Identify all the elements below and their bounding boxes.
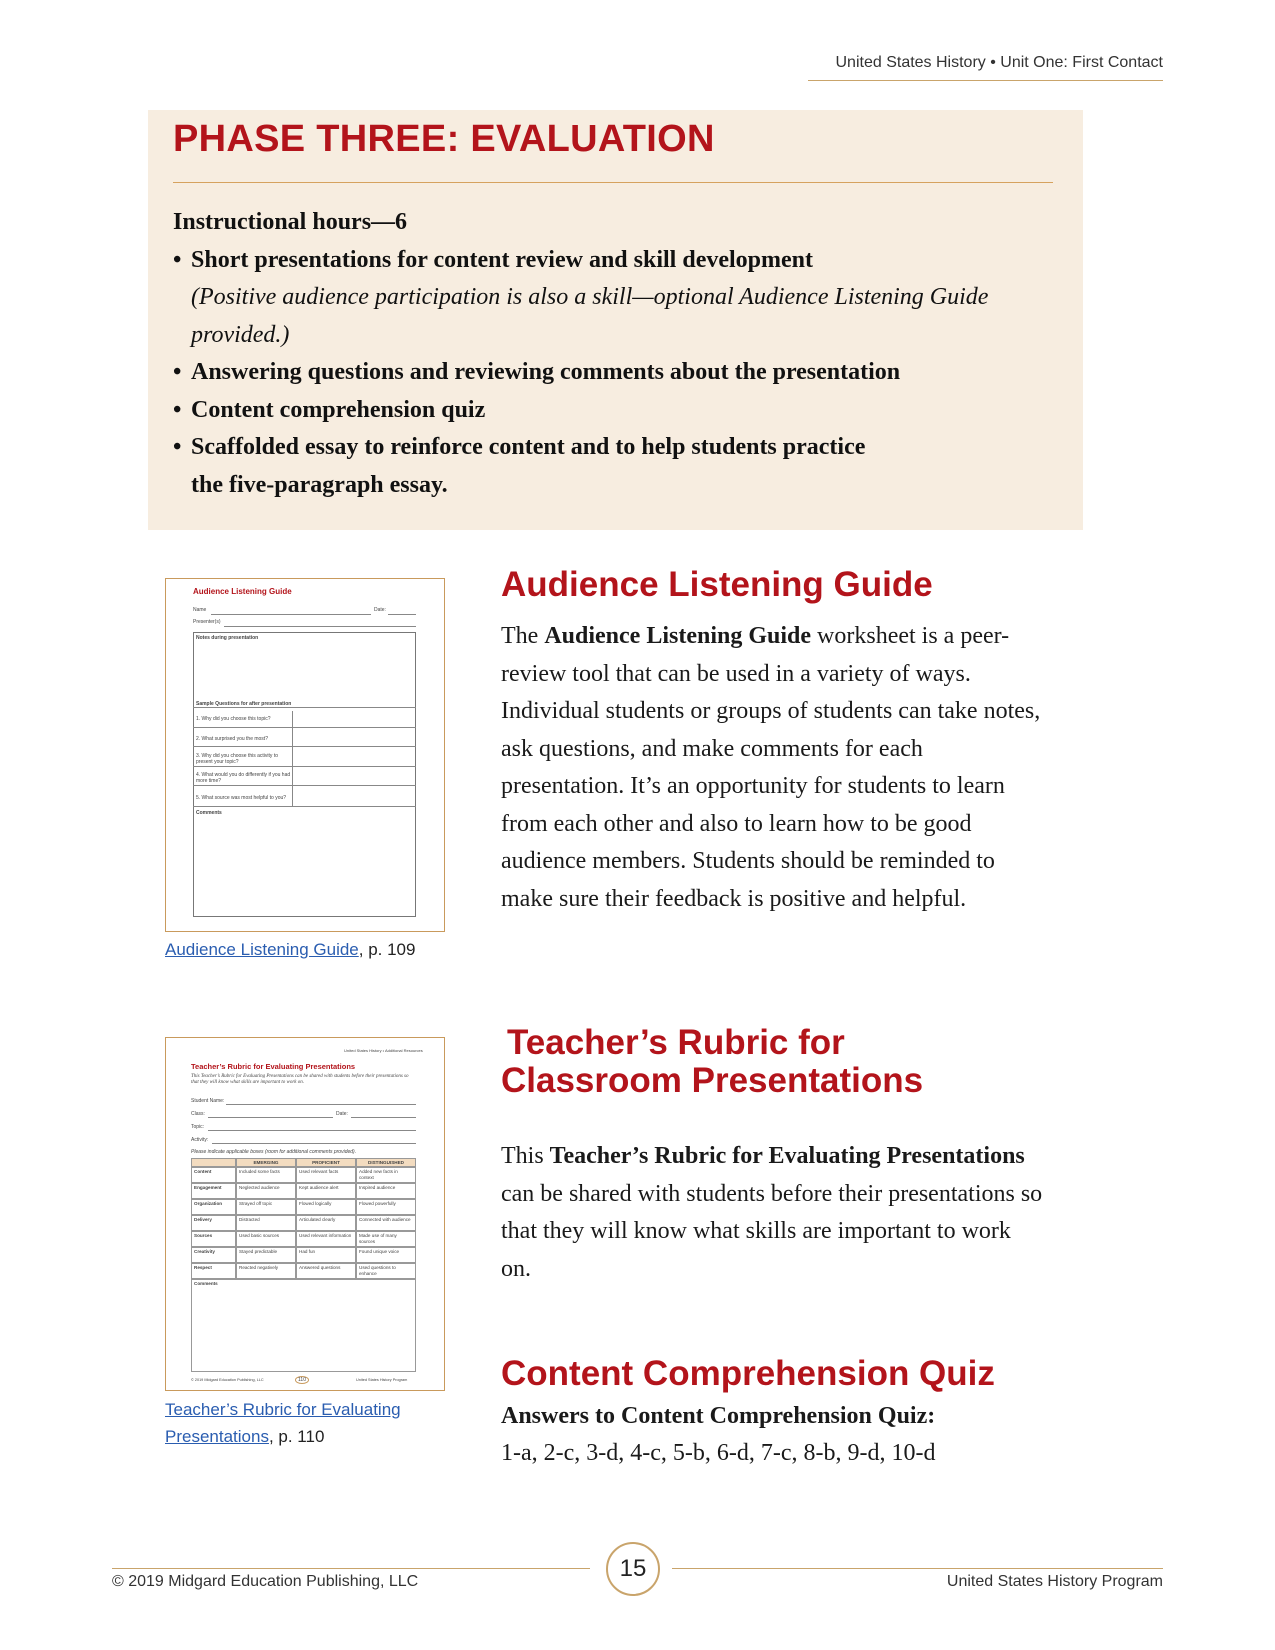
paragraph-bold: Teacher’s Rubric for Evaluating Presentations — [549, 1143, 1025, 1169]
thumb-line — [193, 806, 416, 807]
listening-guide-caption — [165, 940, 415, 960]
footer-rule-left — [112, 1568, 590, 1569]
thumb-line — [212, 1143, 416, 1144]
rubric-paragraph — [501, 1138, 1046, 1288]
paragraph-rest: can be shared with students before their presentations so that they will know what skills are important to work on. — [501, 1180, 1043, 1282]
rubric-cell: Found unique voice — [356, 1247, 416, 1263]
thumb-question: 4. What would you do differently if you had more time? — [196, 772, 291, 784]
rubric-thumbnail[interactable] — [165, 1037, 445, 1391]
phase-bullet-list — [173, 242, 1053, 505]
rubric-cell: Used questions to enhance — [356, 1263, 416, 1279]
phase-bullet-text: Short presentations for content review and skill development — [191, 246, 813, 273]
rubric-cell: Flowed powerfully — [356, 1199, 416, 1215]
thumb-line — [224, 626, 416, 627]
rubric-cell: Inspired audience — [356, 1183, 416, 1199]
rubric-cell: Added new facts in context — [356, 1167, 416, 1183]
thumb-sample-label: Sample Questions for after presentation — [196, 701, 292, 707]
thumb-date-label: Date: — [374, 607, 386, 613]
thumb-line — [226, 1104, 416, 1105]
thumb-foot-right: United States History Program — [356, 1378, 408, 1382]
listening-guide-thumbnail[interactable] — [165, 578, 445, 932]
thumb-line — [193, 727, 416, 728]
rubric-table — [191, 1158, 416, 1378]
rubric-row-label: Respect — [191, 1263, 236, 1279]
rubric-cell: Flowed logically — [296, 1199, 356, 1215]
listening-guide-link[interactable]: Audience Listening Guide — [165, 940, 359, 959]
footer-rule-right — [672, 1568, 1163, 1569]
thumb-presenters-label: Presenter(s) — [193, 619, 221, 625]
rubric-cell: Had fun — [296, 1247, 356, 1263]
rubric-heading — [501, 1024, 923, 1100]
rubric-cell: Used relevant information — [296, 1231, 356, 1247]
thumb-class-label: Class: — [191, 1111, 205, 1117]
thumb-foot-left: © 2019 Midgard Education Publishing, LLC — [191, 1378, 264, 1382]
thumb-comments-label: Comments — [196, 810, 222, 816]
rubric-cell: Connected with audience — [356, 1215, 416, 1231]
rubric-column-header: EMERGING — [236, 1158, 296, 1167]
thumb-line — [193, 707, 416, 708]
rubric-row-label: Creativity — [191, 1247, 236, 1263]
footer-copyright: © 2019 Midgard Education Publishing, LLC — [112, 1573, 419, 1590]
rubric-cell: Answered questions — [296, 1263, 356, 1279]
thumb-question: 3. Why did you choose this activity to present your topic? — [196, 753, 278, 765]
thumb-name-label: Name — [193, 607, 207, 613]
rubric-caption — [165, 1396, 445, 1450]
thumb-student-label: Student Name: — [191, 1098, 225, 1104]
rubric-row-label: Engagement — [191, 1183, 236, 1199]
phase-divider — [173, 182, 1053, 183]
rubric-cell: Distracted — [236, 1215, 296, 1231]
thumb-line — [208, 1130, 416, 1131]
rubric-row-label: Content — [191, 1167, 236, 1183]
rubric-header-cell — [191, 1158, 236, 1167]
paragraph-rest: worksheet is a peer-review tool that can be used in a variety of ways. Individual students or groups of students can take notes, ask questions, and make comments for each presentation. It’s an opportunity for students to learn from each other and also to learn how to be good audience members. Students should be reminded to make sure their feedback is positive and helpful. — [501, 623, 1041, 912]
thumb-line — [208, 1117, 333, 1118]
thumb-question: 1. Why did you choose this topic? — [196, 716, 271, 722]
phase-bullet-note: (Positive audience participation is also a skill—optional Audience Listening Guide provided.) — [191, 284, 989, 348]
rubric-row-label: Sources — [191, 1231, 236, 1247]
rubric-row-label: Organization — [191, 1199, 236, 1215]
thumb-date-label: Date: — [336, 1111, 348, 1117]
quiz-heading: Content Comprehension Quiz — [501, 1354, 995, 1393]
paragraph-prefix: This — [501, 1143, 550, 1169]
thumb-intro: This Teacher’s Rubric for Evaluating Presentations can be shared with students before their presentations so that they will know what skills are important to work on. — [191, 1074, 409, 1085]
paragraph-prefix: The — [501, 623, 545, 649]
rubric-cell: Used relevant facts — [296, 1167, 356, 1183]
listening-guide-heading: Audience Listening Guide — [501, 565, 933, 604]
thumb-question: 5. What source was most helpful to you? — [196, 795, 287, 801]
caption-page: , p. 109 — [358, 940, 416, 959]
thumb-line — [388, 614, 416, 615]
rubric-cell: Articulated clearly — [296, 1215, 356, 1231]
phase-title: PHASE THREE: EVALUATION — [173, 118, 715, 160]
thumb-line — [193, 746, 416, 747]
listening-guide-paragraph — [501, 618, 1046, 918]
thumb-line — [193, 766, 416, 767]
rubric-row-label: Delivery — [191, 1215, 236, 1231]
rubric-cell: Used basic sources — [236, 1231, 296, 1247]
thumb-column-divider — [292, 711, 293, 806]
phase-bullet: • Content comprehension quiz — [173, 392, 1053, 430]
thumb-line — [193, 785, 416, 786]
thumb-notes-label: Notes during presentation — [196, 635, 259, 641]
rubric-cell: Kept audience alert — [296, 1183, 356, 1199]
rubric-cell: Strayed off topic — [236, 1199, 296, 1215]
rubric-cell: Stayed predictable — [236, 1247, 296, 1263]
rubric-column-header: PROFICIENT — [296, 1158, 356, 1167]
page-number: 15 — [606, 1542, 660, 1596]
thumb-question: 2. What surprised you the most? — [196, 736, 268, 742]
thumb-instruction: Please indicate applicable boxes (room for additional comments provided). — [191, 1149, 357, 1155]
running-head: United States History • Unit One: First Contact — [808, 54, 1163, 81]
phase-bullet — [173, 429, 1053, 504]
paragraph-bold: Audience Listening Guide — [544, 623, 812, 649]
phase-bullet: • Answering questions and reviewing comments about the presentation — [173, 354, 1053, 392]
footer-program: United States History Program — [946, 1573, 1163, 1590]
rubric-cell: Neglected audience — [236, 1183, 296, 1199]
caption-page: , p. 110 — [268, 1427, 325, 1446]
phase-body — [173, 204, 1053, 504]
phase-bullet-text: Scaffolded essay to reinforce content and to help students practice the five-paragraph essay. — [191, 434, 866, 498]
rubric-column-header: DISTINGUISHED — [356, 1158, 416, 1167]
thumb-title: Teacher’s Rubric for Evaluating Presentations — [191, 1062, 356, 1071]
thumb-runhead: United States History • Additional Resources — [344, 1048, 423, 1053]
rubric-heading-line2: Classroom Presentations — [501, 1061, 924, 1100]
thumb-topic-label: Topic: — [191, 1124, 205, 1130]
quiz-answers-label: Answers to Content Comprehension Quiz: — [501, 1403, 936, 1429]
quiz-answers: 1-a, 2-c, 3-d, 4-c, 5-b, 6-d, 7-c, 8-b, 9-d, 10-d — [501, 1440, 936, 1466]
thumb-foot-num: 110 — [295, 1376, 309, 1384]
instructional-hours: Instructional hours—6 — [173, 209, 408, 235]
phase-bullet — [173, 242, 1053, 355]
rubric-comments-box: Comments — [191, 1279, 416, 1372]
thumb-line — [211, 614, 371, 615]
rubric-cell: Made use of many sources — [356, 1231, 416, 1247]
thumb-activity-label: Activity: — [191, 1137, 209, 1143]
rubric-cell: Reacted negatively — [236, 1263, 296, 1279]
rubric-link[interactable]: Teacher’s Rubric for Evaluating Presentations — [165, 1400, 401, 1446]
rubric-cell: Included some facts — [236, 1167, 296, 1183]
thumb-title: Audience Listening Guide — [193, 587, 292, 596]
rubric-heading-line1: Teacher’s Rubric for — [507, 1023, 845, 1062]
thumb-line — [351, 1117, 416, 1118]
